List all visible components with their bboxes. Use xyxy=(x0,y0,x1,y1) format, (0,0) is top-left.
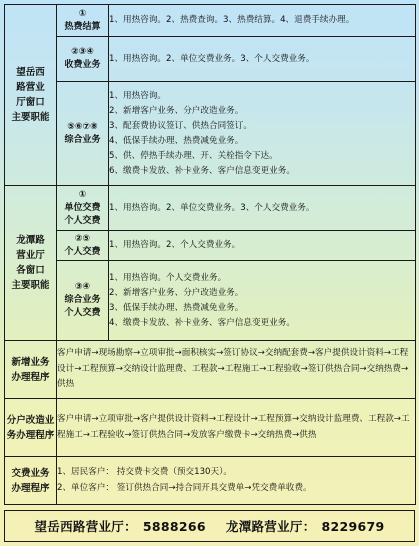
hall1-window-duties: 1、用热咨询。2、热费查询。3、热费结算。4、退费手续办理。 xyxy=(109,5,416,37)
hall2-window-label: ① 单位交费 个人交费 xyxy=(57,186,109,231)
office2-phone: 8229679 xyxy=(321,518,385,534)
hall2-title: 龙潭路 营业厅 各窗口 主要职能 xyxy=(5,186,57,341)
payment-label: 交费业务 办理程序 xyxy=(5,457,57,505)
hall1-row-2 xyxy=(5,37,416,82)
hall1-window-duties: 1、用热咨询。2、单位交费业务。3、个人交费业务。 xyxy=(109,37,416,82)
office1-phone: 5888266 xyxy=(142,518,206,534)
hall1-window-label: ⑤⑥⑦⑧ 综合业务 xyxy=(57,82,109,186)
process-steps-split: 客户申请→立项审批→客户提供设计资料→工程设计→工程预算→交纳设计监理费、工程款→工程施工→工程验收→签订供热合同→发放客户缴费卡→交纳热费→供热 xyxy=(57,399,416,457)
office1-label: 望岳西路营业厅： xyxy=(34,519,137,534)
hall2-window-label: ②⑤ 个人交费 xyxy=(57,231,109,261)
hall1-window-duties: 1、用热咨询。 2、新增客户业务、分户改造业务。 3、配套费协议签订、供热合同签订。 4、低保手续办理、热费减免业务。 5、供、停热手续办理、开、关栓指令下达。 6、缴费卡发放、补卡业务、客户信息变更业务。 xyxy=(109,82,416,186)
payment-steps: 1、居民客户： 持交费卡交费（预交130天）。 2、单位客户： 签订供热合同→持合同开具交费单→凭交费单收费。 xyxy=(57,457,416,505)
hall2-window-duties: 1、用热咨询。个人交费业务。 2、新增客户业务、分户改造业务。 3、低保手续办理、热费减免业务。 4、缴费卡发放、补卡业务、客户信息变更业务。 xyxy=(109,261,416,341)
process-label-split: 分户改造业 务办理程序 xyxy=(5,399,57,457)
hall2-row-3 xyxy=(5,261,416,341)
process-row-split xyxy=(5,399,416,457)
hall2-window-duties: 1、用热咨询。2、单位交费业务。3、个人交费业务。 xyxy=(109,186,416,231)
hall1-window-label: ②③④ 收费业务 xyxy=(57,37,109,82)
process-label-new: 新增业务 办理程序 xyxy=(5,341,57,399)
payment-row xyxy=(5,457,416,505)
office2-label: 龙潭路营业厅： xyxy=(225,519,316,534)
hall2-row-1 xyxy=(5,186,416,231)
hall2-row-2 xyxy=(5,231,416,261)
hall2-window-duties: 1、用热咨询。2、个人交费业务。 xyxy=(109,231,416,261)
contact-footer xyxy=(4,510,415,542)
process-steps-new: 客户申请→现场勘察→立项审批→面积核实→签订协议→交纳配套费→客户提供设计资料→工程设计→工程预算→交纳设计监理费、工程款→工程施工→工程验收→签订供热合同→交纳热费→供热 xyxy=(57,341,416,399)
service-table xyxy=(4,4,416,505)
hall2-window-label: ③④ 综合业务 个人交费 xyxy=(57,261,109,341)
hall1-row-1 xyxy=(5,5,416,37)
hall1-row-3 xyxy=(5,82,416,186)
process-row-new xyxy=(5,341,416,399)
hall1-title: 望岳西 路营业 厅窗口 主要职能 xyxy=(5,5,57,186)
hall1-window-label: ① 热费结算 xyxy=(57,5,109,37)
